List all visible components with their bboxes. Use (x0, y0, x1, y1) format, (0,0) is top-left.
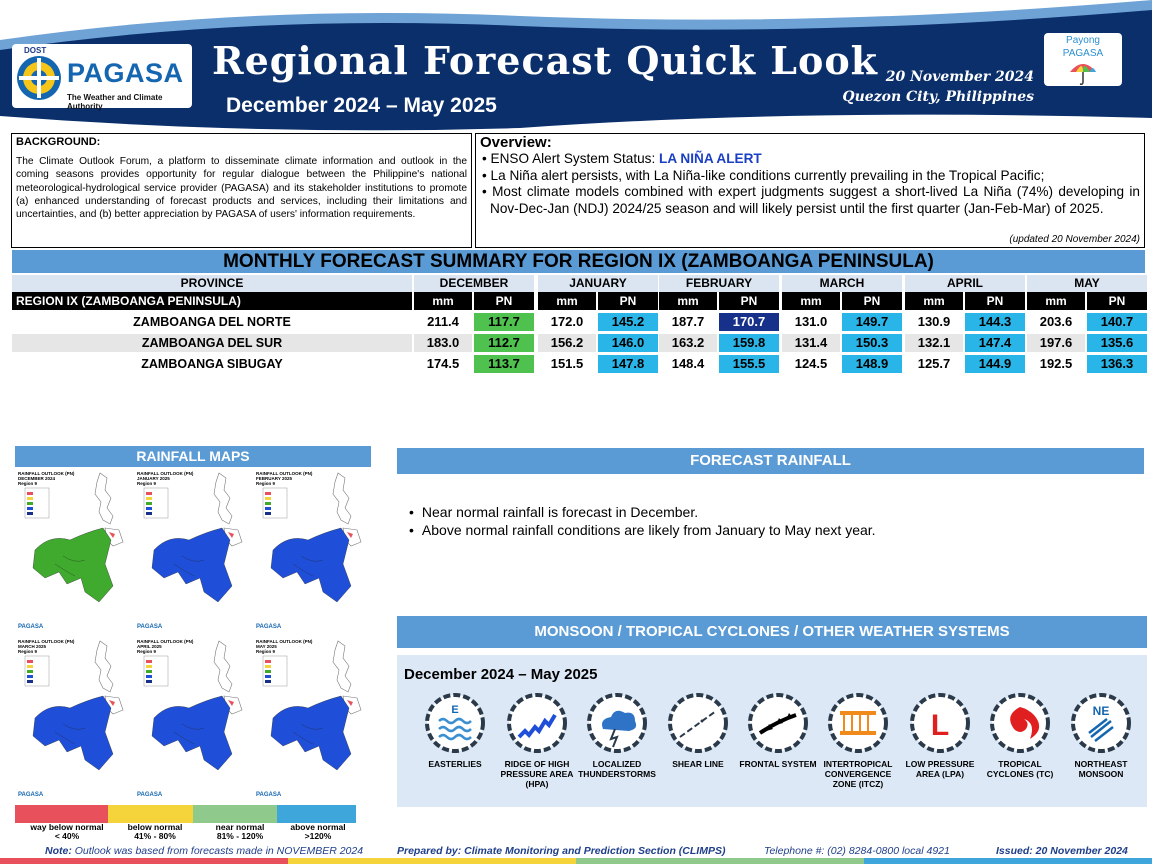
svg-text:NE: NE (1092, 704, 1110, 718)
logo-name: PAGASA (67, 58, 184, 88)
issue-location: Quezon City, Philippines (842, 89, 1034, 105)
month-header: JANUARY (538, 275, 658, 292)
month-header: MAY (1027, 275, 1147, 292)
rainfall-map-month: JANUARY 2025 (137, 476, 170, 481)
rainfall-maps-grid (15, 468, 371, 804)
rainfall-map-title: RAINFALL OUTLOOK (PN) (137, 471, 194, 476)
forecast-rainfall-item: • Above normal rainfall conditions are likely from January to May next year. (409, 521, 876, 539)
pn-value-cell: 155.5 (719, 355, 779, 373)
weather-system-item (658, 691, 738, 769)
mm-value-cell: 187.7 (671, 314, 705, 329)
mm-value-cell: 148.4 (671, 356, 705, 371)
svg-text:PAGASA: PAGASA (256, 792, 282, 798)
forecast-rainfall-item: • Near normal rainfall is forecast in December. (409, 503, 876, 521)
rainfall-map-label (256, 471, 312, 486)
mm-value-cell: 124.5 (794, 356, 828, 371)
pagasa-seal-icon (15, 54, 63, 102)
overview-item: • La Niña alert persists, with La Niña-like conditions currently prevailing in the Tropical Pacific; (482, 167, 1045, 183)
pn-header: PN (842, 292, 902, 310)
rainfall-map-title: RAINFALL OUTLOOK (PN) (256, 639, 313, 644)
legend-category: near normal (215, 822, 265, 832)
footer-note-label: Note: (45, 845, 72, 857)
legend-label (110, 823, 200, 841)
weather-system-item (1061, 691, 1141, 779)
shear-line-icon (666, 691, 730, 755)
forecast-period: December 2024 – May 2025 (226, 94, 497, 117)
legend-category: way below normal (30, 822, 104, 832)
weather-system-label: NORTHEAST MONSOON (1074, 759, 1128, 779)
mm-value-cell: 172.0 (550, 314, 584, 329)
mm-value-cell: 203.6 (1039, 314, 1073, 329)
pn-value-cell: 144.3 (965, 313, 1025, 331)
rainfall-map (134, 636, 251, 801)
legend-category: above normal (290, 822, 346, 832)
frontal-system-icon (746, 691, 810, 755)
pn-value-cell: 148.9 (842, 355, 902, 373)
legend-swatch (15, 805, 108, 823)
pn-value-cell: 136.3 (1087, 355, 1147, 373)
logo-tagline: The Weather and Climate Authority (67, 93, 163, 111)
pagasa-logo (12, 44, 192, 111)
footer-strip-red (0, 858, 288, 864)
enso-status-item: • ENSO Alert System Status: LA NIÑA ALERT (482, 151, 762, 166)
weather-system-item (577, 691, 657, 779)
background-text: The Climate Outlook Forum, a platform to disseminate climate information and outlook in the coming seasons provides opportunity for regular dialogue between the Philippine's national meteorological-hydrological service provider (PAGASA) and its stakeholder institutions to promote (a) enhanced understanding of forecast products and services, including their limitations and uncertainties, and (b) better appreciation by PAGASA of users' information requirements. (16, 156, 467, 221)
rainfall-map-title: RAINFALL OUTLOOK (PN) (18, 639, 75, 644)
mm-header: mm (1027, 292, 1085, 310)
umbrella-icon (1068, 60, 1098, 86)
weather-system-item (818, 691, 898, 789)
footer-strip-green (576, 858, 864, 864)
rainfall-map-label (18, 471, 74, 486)
mm-value-cell: 163.2 (659, 334, 717, 352)
forecast-rainfall-list (409, 503, 876, 539)
footer-strip-blue (864, 858, 1152, 864)
itcz-icon (826, 691, 890, 755)
weather-system-label: LOW PRESSURE AREA (LPA) (905, 759, 975, 779)
legend-swatch (193, 805, 277, 823)
region-map-graphic (253, 468, 370, 633)
svg-text:PAGASA: PAGASA (18, 792, 44, 798)
mm-header: mm (905, 292, 963, 310)
weather-systems-panel (397, 655, 1147, 807)
tropical-cyclone-icon (988, 691, 1052, 755)
rainfall-map-region: Region 9 (137, 481, 157, 486)
weather-systems-period: December 2024 – May 2025 (404, 666, 598, 683)
mm-value-cell: 183.0 (414, 334, 472, 352)
rainfall-map-month: FEBRUARY 2025 (256, 476, 293, 481)
rainfall-map-label (18, 639, 74, 654)
weather-system-label: TROPICAL CYCLONES (TC) (986, 759, 1054, 779)
weather-system-label: LOCALIZED THUNDERSTORMS (578, 759, 656, 779)
region-map-graphic (134, 636, 251, 801)
mm-header: mm (414, 292, 472, 310)
footer-issued: Issued: 20 November 2024 (996, 845, 1128, 857)
month-header: FEBRUARY (659, 275, 779, 292)
rainfall-map-region: Region 9 (18, 649, 38, 654)
mm-value-cell: 197.6 (1027, 334, 1085, 352)
rainfall-map-region: Region 9 (137, 649, 157, 654)
northeast-monsoon-icon (1069, 691, 1133, 755)
rainfall-map (134, 468, 251, 633)
svg-text:PAGASA: PAGASA (256, 624, 282, 630)
mm-value-cell: 151.5 (550, 356, 584, 371)
legend-range: 81% - 120% (216, 831, 264, 841)
mm-header: mm (782, 292, 840, 310)
enso-status: LA NIÑA ALERT (659, 151, 762, 166)
easterlies-icon (423, 691, 487, 755)
weather-system-label: SHEAR LINE (672, 759, 724, 769)
weather-system-item (738, 691, 818, 769)
rainfall-map-title: RAINFALL OUTLOOK (PN) (18, 471, 75, 476)
rainfall-map-month: APRIL 2025 (137, 644, 162, 649)
summary-title: MONTHLY FORECAST SUMMARY FOR REGION IX (ZAMBOANGA PENINSULA) (12, 250, 1145, 273)
overview-title: Overview: (480, 134, 552, 151)
province-name: ZAMBOANGA DEL SUR (12, 334, 412, 352)
svg-text:L: L (930, 709, 950, 742)
pn-value-cell: 145.2 (598, 313, 658, 331)
page-title: Regional Forecast Quick Look (212, 38, 879, 83)
mm-header: mm (538, 292, 596, 310)
pn-value-cell: 159.8 (719, 334, 779, 352)
hpa-icon (505, 691, 569, 755)
weather-system-item (497, 691, 577, 789)
pn-value-cell: 149.7 (842, 313, 902, 331)
province-name: ZAMBOANGA DEL NORTE (133, 315, 291, 329)
rainfall-map-title: RAINFALL OUTLOOK (PN) (256, 471, 313, 476)
mm-value-cell: 174.5 (426, 356, 460, 371)
rainfall-map-month: DECEMBER 2024 (18, 476, 56, 481)
weather-system-label: EASTERLIES (428, 759, 482, 769)
province-name: ZAMBOANGA SIBUGAY (141, 357, 283, 371)
pn-value-cell: 147.8 (598, 355, 658, 373)
payong-pagasa-logo (1044, 33, 1122, 86)
pn-value-cell: 112.7 (474, 334, 534, 352)
footer-note (45, 845, 363, 857)
footer-prepared: Prepared by: Climate Monitoring and Prediction Section (CLIMPS) (397, 845, 726, 857)
svg-text:PAGASA: PAGASA (18, 624, 44, 630)
month-header: DECEMBER (414, 275, 534, 292)
weather-system-label: RIDGE OF HIGH PRESSURE AREA (HPA) (500, 759, 574, 789)
pn-header: PN (719, 292, 779, 310)
rainfall-map-month: MAY 2025 (256, 644, 277, 649)
legend-label (195, 823, 285, 841)
region-map-graphic (15, 636, 132, 801)
rainfall-map-label (137, 471, 193, 486)
legend-label (22, 823, 112, 841)
month-header: MARCH (782, 275, 902, 292)
pn-value-cell: 113.7 (474, 355, 534, 373)
region-map-graphic (253, 636, 370, 801)
mm-value-cell: 131.4 (782, 334, 840, 352)
rainfall-map-region: Region 9 (256, 481, 276, 486)
mm-value-cell: 132.1 (905, 334, 963, 352)
rainfall-map-region: Region 9 (18, 481, 38, 486)
overview-item-text: Most climate models combined with expert judgments suggest a short-lived La Niña (74%) developing in Nov-Dec-Jan (NDJ) 2024/25 season and will likely persist until the first quarter (Jan-Feb-Mar) of 2025. (490, 184, 1140, 216)
mm-header: mm (659, 292, 717, 310)
pn-value-cell: 150.3 (842, 334, 902, 352)
rainfall-map-region: Region 9 (256, 649, 276, 654)
logo-dost-text: DOST (24, 46, 47, 55)
mm-value-cell: 211.4 (427, 314, 459, 329)
pn-value-cell: 147.4 (965, 334, 1025, 352)
footer-note-text: Outlook was based from forecasts made in NOVEMBER 2024 (71, 845, 364, 857)
legend-swatch (108, 805, 193, 823)
rainfall-map (253, 468, 370, 633)
payong-line1: Payong (1066, 35, 1100, 46)
pn-header: PN (1087, 292, 1147, 310)
rainfall-map-label (137, 639, 193, 654)
enso-label: ENSO Alert System Status: (490, 151, 660, 166)
pn-value-cell: 144.9 (965, 355, 1025, 373)
svg-text:PAGASA: PAGASA (137, 792, 163, 798)
payong-line2: PAGASA (1062, 48, 1104, 59)
issue-date: 20 November 2024 (885, 69, 1034, 85)
pn-value-cell: 170.7 (719, 313, 779, 331)
background-section (11, 133, 472, 248)
rainfall-map (15, 468, 132, 633)
pn-header: PN (474, 292, 534, 310)
region-label: REGION IX (ZAMBOANGA PENINSULA) (12, 292, 412, 310)
rainfall-map (253, 636, 370, 801)
weather-system-label: FRONTAL SYSTEM (739, 759, 817, 769)
legend-category: below normal (127, 822, 183, 832)
mm-value-cell: 192.5 (1039, 356, 1073, 371)
legend-swatch (277, 805, 356, 823)
svg-text:PAGASA: PAGASA (137, 624, 163, 630)
lpa-icon (908, 691, 972, 755)
svg-text:E: E (451, 704, 459, 716)
rainfall-maps-title: RAINFALL MAPS (15, 446, 371, 467)
pn-header: PN (965, 292, 1025, 310)
forecast-rainfall-title: FORECAST RAINFALL (397, 448, 1144, 474)
legend-range: >120% (304, 831, 332, 841)
month-header: APRIL (905, 275, 1025, 292)
pn-value-cell: 140.7 (1087, 313, 1147, 331)
weather-system-item (980, 691, 1060, 779)
region-map-graphic (134, 468, 251, 633)
province-header: PROVINCE (12, 275, 412, 292)
mm-value-cell: 130.9 (917, 314, 951, 329)
legend-range: 41% - 80% (134, 831, 176, 841)
rainfall-legend (15, 805, 356, 823)
mm-value-cell: 125.7 (917, 356, 951, 371)
overview-item: • Most climate models combined with expert judgments suggest a short-lived La Niña (74%) developing in Nov-Dec-Jan (NDJ) 2024/25 season and will likely persist until the first quarter (Jan-Feb-Mar) of 2025. (482, 184, 1140, 216)
pn-value-cell: 146.0 (598, 334, 658, 352)
footer-strip-yellow (288, 858, 576, 864)
footer-telephone: Telephone #: (02) 8284-0800 local 4921 (764, 845, 950, 857)
overview-item-text: La Niña alert persists, with La Niña-like conditions currently prevailing in the Tropical Pacific; (490, 167, 1045, 183)
issue-info (842, 67, 1034, 107)
rainfall-map-title: RAINFALL OUTLOOK (PN) (137, 639, 194, 644)
overview-section (475, 133, 1145, 248)
pn-value-cell: 117.7 (474, 313, 534, 331)
mm-value-cell: 131.0 (794, 314, 828, 329)
weather-system-label: INTERTROPICAL CONVERGENCE ZONE (ITCZ) (823, 759, 893, 789)
weather-system-item (900, 691, 980, 779)
pn-header: PN (598, 292, 658, 310)
rainfall-map (15, 636, 132, 801)
thunderstorm-icon (585, 691, 649, 755)
legend-label (273, 823, 363, 841)
header-banner (0, 0, 1152, 132)
rainfall-map-month: MARCH 2025 (18, 644, 47, 649)
weather-system-item (415, 691, 495, 769)
overview-updated: (updated 20 November 2024) (1009, 234, 1140, 245)
pn-value-cell: 135.6 (1087, 334, 1147, 352)
weather-systems-title: MONSOON / TROPICAL CYCLONES / OTHER WEATHER SYSTEMS (397, 616, 1147, 648)
region-map-graphic (15, 468, 132, 633)
rainfall-map-label (256, 639, 312, 654)
mm-value-cell: 156.2 (538, 334, 596, 352)
background-title: BACKGROUND: (16, 136, 101, 148)
legend-range: < 40% (54, 831, 80, 841)
